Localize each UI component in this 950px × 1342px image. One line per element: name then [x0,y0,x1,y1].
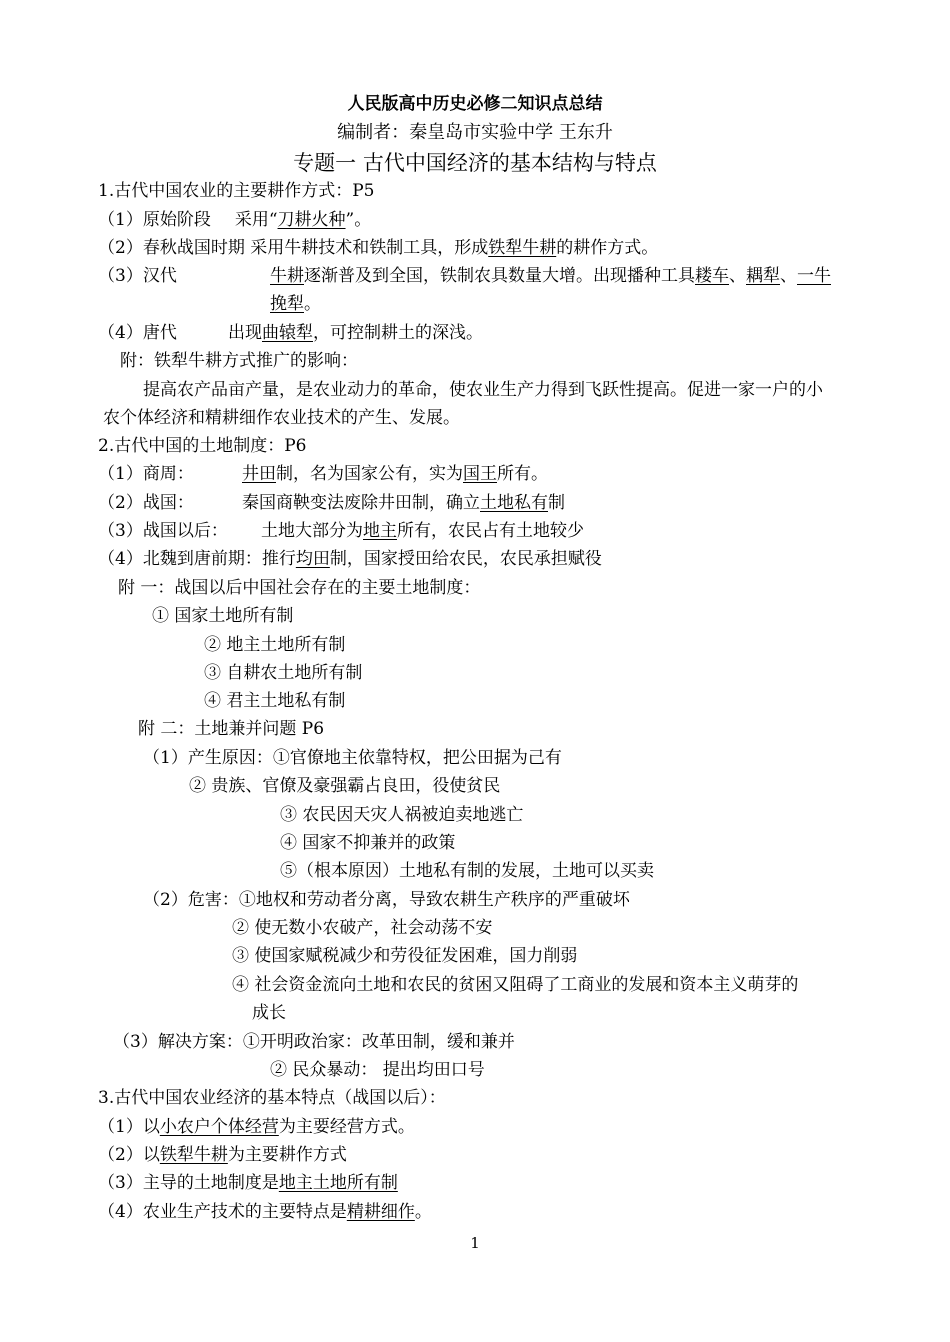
s2-line-2: （2）战国： 秦国商鞅变法废除井田制，确立土地私有制 [98,493,565,513]
cause-item: ⑤（根本原因）土地私有制的发展，土地可以买卖 [280,861,654,881]
s1-line-1: （1）原始阶段 采用“刀耕火种”。 [98,210,372,230]
land-system-item: ③ 自耕农土地所有制 [204,663,363,683]
s2-line-1: （1）商周： 井田制，名为国家公有，实为国王所有。 [98,464,548,484]
land-system-item: ④ 君主土地私有制 [204,691,346,711]
topic-heading: 专题一 古代中国经济的基本结构与特点 [293,151,657,175]
cause-item: ③ 农民因天灾人祸被迫卖地逃亡 [280,805,524,825]
s3-line-2: （2）以铁犁牛耕为主要耕作方式 [98,1145,347,1165]
land-system-item: ② 地主土地所有制 [204,635,346,655]
land-system-item: ① 国家土地所有制 [152,606,294,626]
harm-item: ② 使无数小农破产，社会动荡不安 [232,918,493,938]
s1-line-3: （3）汉代 牛耕逐渐普及到全国，铁制农具数量大增。出现播种工具耧车、耦犁、一牛 [98,266,831,286]
section-1-heading: 1.古代中国农业的主要耕作方式：P5 [98,181,375,201]
section-2-heading: 2.古代中国的土地制度：P6 [98,436,307,456]
harm-item: ③ 使国家赋税减少和劳役征发困难，国力削弱 [232,946,578,966]
s2-line-3: （3）战国以后： 土地大部分为地主所有，农民占有土地较少 [98,521,584,541]
section-3-heading: 3.古代中国农业经济的基本特点（战国以后）： [98,1088,446,1108]
s2-appendix-1-heading: 附 一：战国以后中国社会存在的主要土地制度： [118,578,481,598]
s1-note-heading: 附：铁犁牛耕方式推广的影响： [120,351,358,371]
harm-item: ④ 社会资金流向土地和农民的贫困又阻碍了工商业的发展和资本主义萌芽的 [232,975,799,995]
s3-line-3: （3）主导的土地制度是地主土地所有制 [98,1173,398,1193]
solution-heading: （3）解决方案：①开明政治家：改革田制，缓和兼并 [113,1032,515,1052]
s2-appendix-2-heading: 附 二：土地兼并问题 P6 [138,719,325,739]
s1-note-line-1: 提高农产品亩产量，是农业动力的革命，使农业生产力得到飞跃性提高。促进一家一户的小 [143,380,823,400]
document-title: 人民版高中历史必修二知识点总结 [347,94,603,114]
cause-item: ④ 国家不抑兼并的政策 [280,833,456,853]
cause-heading: （1）产生原因：①官僚地主依靠特权，把公田据为己有 [143,748,562,768]
s3-line-1: （1）以小农户个体经营为主要经营方式。 [98,1117,415,1137]
s1-line-3-cont: 挽犁。 [270,294,321,314]
s2-line-4: （4）北魏到唐前期：推行均田制，国家授田给农民，农民承担赋役 [98,549,602,569]
cause-item: ② 贵族、官僚及豪强霸占良田，役使贫民 [189,776,501,796]
page-number: 1 [470,1234,480,1252]
s1-line-2: （2）春秋战国时期 采用牛耕技术和铁制工具，形成铁犁牛耕的耕作方式。 [98,238,659,258]
solution-item: ② 民众暴动： 提出均田口号 [270,1060,485,1080]
s1-note-line-2: 农个体经济和精耕细作农业技术的产生、发展。 [103,408,460,428]
harm-heading: （2）危害：①地权和劳动者分离，导致农耕生产秩序的严重破坏 [143,890,630,910]
harm-item-cont: 成长 [252,1003,286,1023]
s1-line-4: （4）唐代 出现曲辕犁，可控制耕土的深浅。 [98,323,483,343]
s3-line-4: （4）农业生产技术的主要特点是精耕细作。 [98,1202,432,1222]
author-line: 编制者：秦皇岛市实验中学 王东升 [337,122,613,143]
